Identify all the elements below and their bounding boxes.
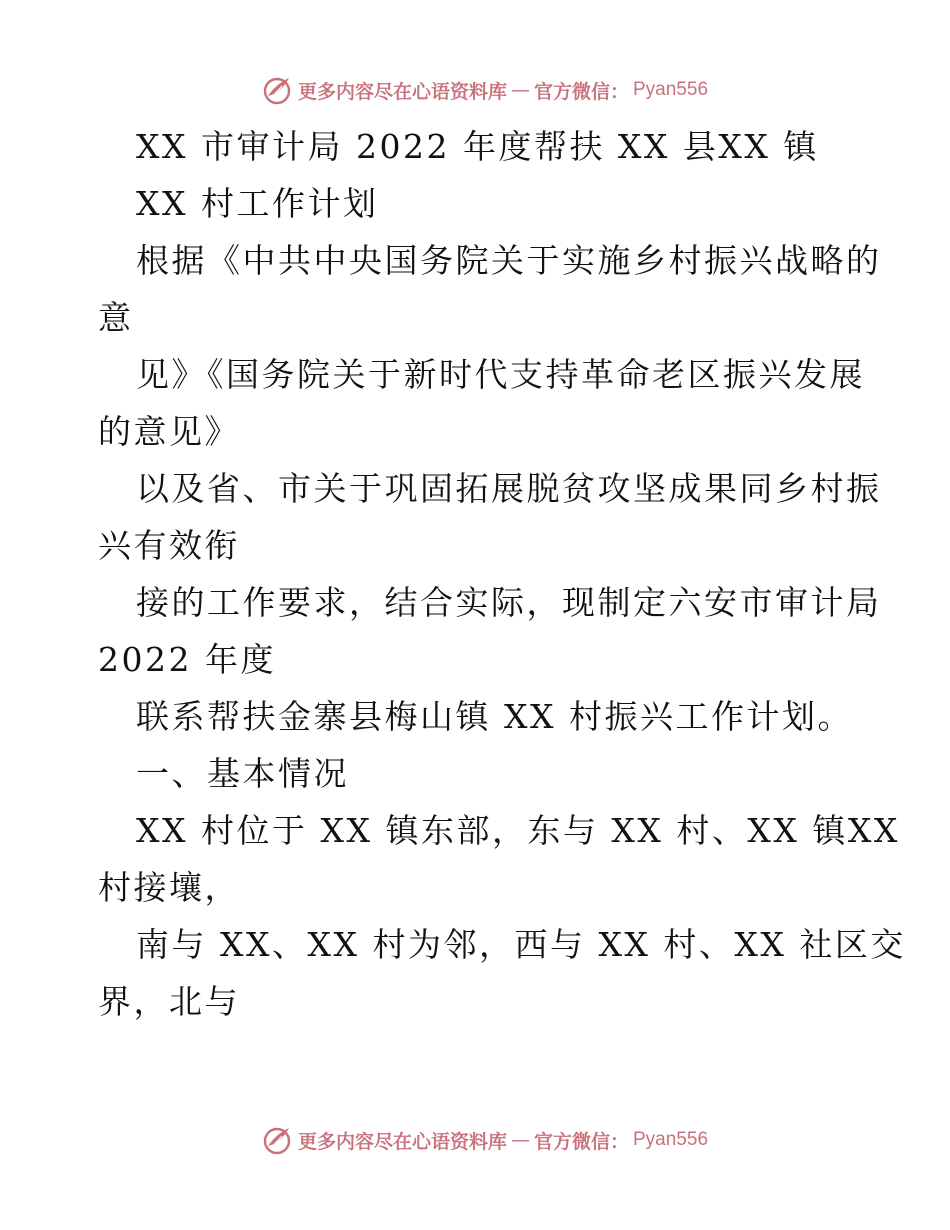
paragraph-line: 村接壤， [98, 868, 240, 907]
title-line-1: XX 市审计局 2022 年度帮扶 XX 县XX 镇 [136, 127, 819, 166]
paragraph-line: 联系帮扶金寨县梅山镇 XX 村振兴工作计划。 [136, 697, 853, 736]
paragraph-line: 南与 XX、XX 村为邻，西与 XX 村、XX 社区交 [136, 925, 906, 964]
paragraph-line: 2022 年度 [98, 640, 276, 679]
watermark-dash: — [510, 1129, 530, 1151]
watermark-account: Pyan556 [633, 1129, 709, 1150]
paragraph-line: 根据《中共中央国务院关于实施乡村振兴战略的 [136, 241, 882, 280]
document-body [98, 118, 906, 1030]
quill-logo-icon [262, 1124, 294, 1156]
quill-logo-icon [262, 74, 294, 106]
paragraph-line: 兴有效衔 [98, 526, 240, 565]
title-line-2: XX 村工作计划 [136, 184, 379, 223]
watermark-text: 更多内容尽在心语资料库 [297, 80, 507, 103]
paragraph-line: 接的工作要求，结合实际，现制定六安市审计局 [136, 583, 882, 622]
header-watermark [0, 70, 950, 110]
paragraph-line: 以及省、市关于巩固拓展脱贫攻坚成果同乡村振 [136, 469, 882, 508]
watermark-group [262, 74, 708, 106]
watermark-group [262, 1124, 708, 1156]
watermark-account: Pyan556 [633, 79, 709, 100]
paragraph-line: 意 [98, 298, 134, 337]
paragraph-line: 见》《国务院关于新时代支持革命老区振兴发展 [136, 355, 865, 394]
paragraph-line: 的意见》 [98, 412, 240, 451]
watermark-label: 官方微信： [533, 1130, 629, 1153]
section-heading: 一、基本情况 [136, 754, 349, 793]
paragraph-line: 界，北与 [98, 982, 240, 1021]
footer-watermark [0, 1120, 950, 1160]
watermark-dash: — [510, 79, 530, 101]
watermark-label: 官方微信： [533, 80, 629, 103]
watermark-text: 更多内容尽在心语资料库 [297, 1130, 507, 1153]
paragraph-line: XX 村位于 XX 镇东部，东与 XX 村、XX 镇XX [136, 811, 900, 850]
